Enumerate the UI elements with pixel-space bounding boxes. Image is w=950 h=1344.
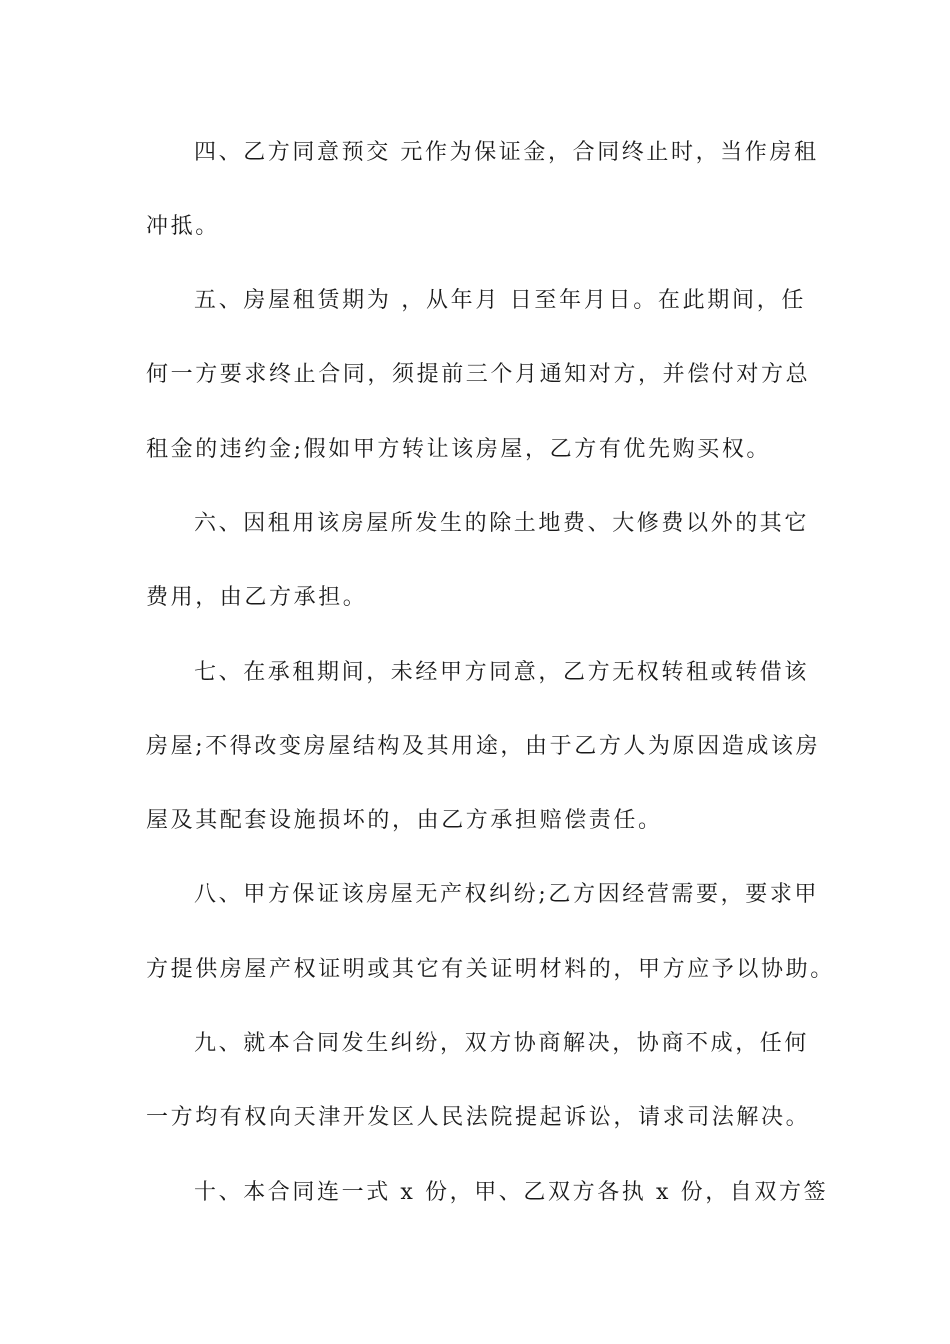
clause-4-line-2: 冲抵。 bbox=[146, 214, 220, 239]
clause-5-line-3: 租金的违约金;假如甲方转让该房屋，乙方有优先购买权。 bbox=[146, 437, 772, 462]
clause-5-line-1: 五、房屋租赁期为 ，从年月 日至年月日。在此期间，任 bbox=[194, 288, 806, 313]
clause-8-line-1: 八、甲方保证该房屋无产权纠纷;乙方因经营需要，要求甲 bbox=[194, 882, 820, 907]
clause-7-line-2: 房屋;不得改变房屋结构及其用途，由于乙方人为原因造成该房 bbox=[146, 734, 821, 759]
clause-4-line-1: 四、乙方同意预交 元作为保证金，合同终止时，当作房租 bbox=[194, 140, 819, 165]
clause-7-line-1: 七、在承租期间，未经甲方同意，乙方无权转租或转借该 bbox=[194, 660, 810, 685]
clause-6-line-1: 六、因租用该房屋所发生的除土地费、大修费以外的其它 bbox=[194, 511, 810, 536]
clause-9-line-2: 一方均有权向天津开发区人民法院提起诉讼，请求司法解决。 bbox=[146, 1105, 811, 1130]
clause-5-line-2: 何一方要求终止合同，须提前三个月通知对方，并偿付对方总 bbox=[146, 362, 811, 387]
clause-10-line-1: 十、本合同连一式 x 份，甲、乙双方各执 x 份，自双方签 bbox=[194, 1180, 829, 1205]
clause-7-line-3: 屋及其配套设施损坏的，由乙方承担赔偿责任。 bbox=[146, 808, 663, 833]
clause-9-line-1: 九、就本合同发生纠纷，双方协商解决，协商不成，任何 bbox=[194, 1031, 810, 1056]
clause-6-line-2: 费用，由乙方承担。 bbox=[146, 585, 368, 610]
clause-8-line-2: 方提供房屋产权证明或其它有关证明材料的，甲方应予以协助。 bbox=[146, 957, 835, 982]
